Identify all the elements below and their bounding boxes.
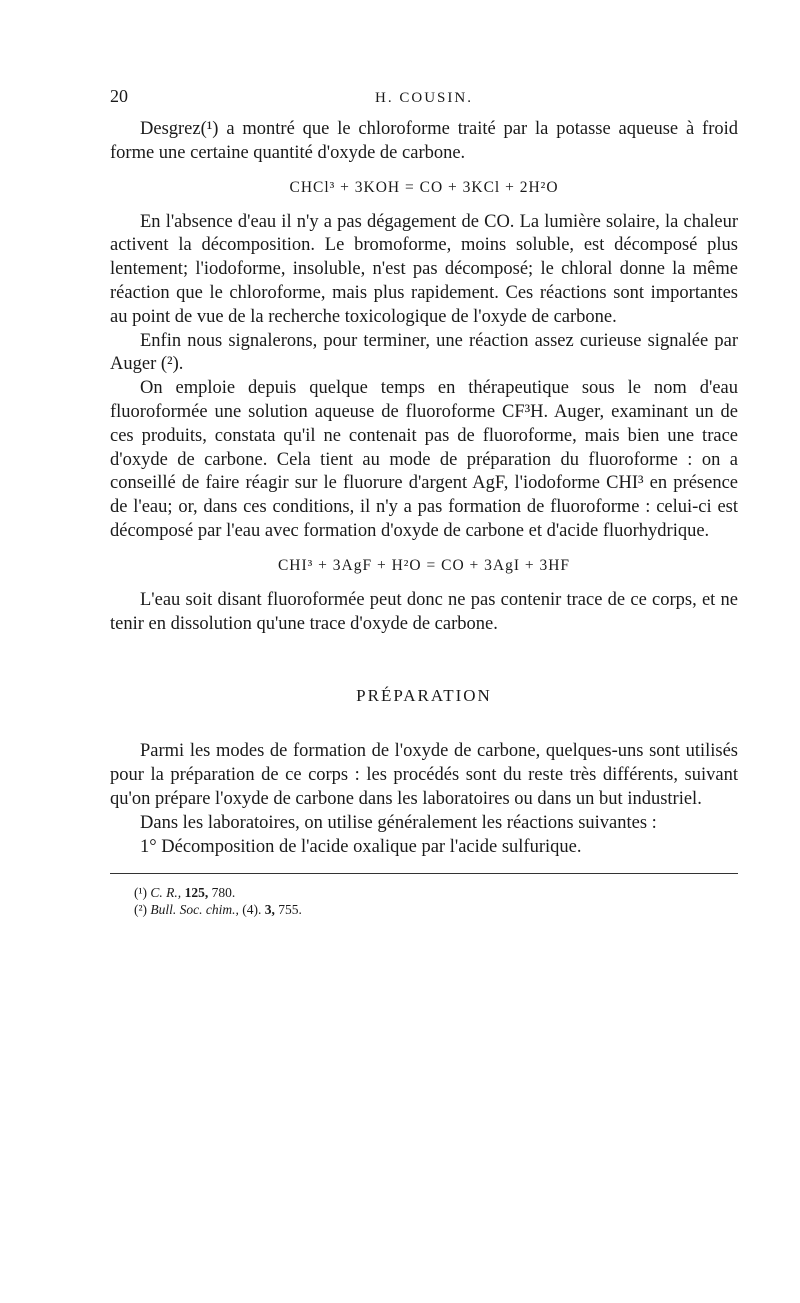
page-header xyxy=(110,86,738,110)
paragraph-conclusion: L'eau soit disant fluoroformée peut donc ne pas contenir trace de ce corps, et ne tenir en dissolution qu'une trace d'oxyde de carbone. xyxy=(110,589,738,634)
paragraph-absence-eau: En l'absence d'eau il n'y a pas dégagement de CO. La lumière solaire, la chaleur activent la décomposition. Le bromoforme, moins soluble, est décomposé plus lentement; l'iodoforme, insoluble, n'est pas décomposé; le chloral donne la même réaction que le chloroforme, mais plus rapidement. Ces réactions sont importantes au point de vue de la recherche toxicologique de l'oxyde de carbone. xyxy=(110,211,738,327)
footnotes xyxy=(134,884,738,918)
footnote-2-volume: 3, xyxy=(264,902,275,918)
paragraph-eau-fluoroformee: On emploie depuis quelque temps en thérapeutique sous le nom d'eau fluoroformée une solution aqueuse de fluoroforme CF³H. Auger, examinant un de ces produits, constata qu'il ne contenait pas de fluoroforme, mais bien une trace d'oxyde de carbone. Cela tient au mode de préparation du fluoroforme : on a conseillé de faire réagir sur le fluorure d'argent AgF, l'iodoforme CHI³ en présence de l'eau; or, dans ces conditions, il n'y a pas formation de fluoroforme : celui-ci est décomposé par l'eau avec formation d'oxyde de carbone et d'acide fluorhydrique. xyxy=(110,378,738,541)
paragraph-modes-formation: Parmi les modes de formation de l'oxyde de carbone, quelques-uns sont utilisés pour la préparation de ce corps : les procédés sont du reste très différents, suivant qu'on prépare l'oxyde de carbone dans les laboratoires ou dans un but industriel. xyxy=(110,741,738,809)
footnote-1-page: 780. xyxy=(211,885,236,901)
equation-iodoform: CHI³ + 3AgF + H²O = CO + 3AgI + 3HF xyxy=(277,556,571,574)
footnote-1-volume: 125, xyxy=(184,885,209,901)
footnote-1-mark: (¹) xyxy=(134,885,148,901)
footnote-2-series: (4). xyxy=(242,902,262,918)
running-title: H. COUSIN. xyxy=(375,90,473,106)
paragraph-decomposition: 1° Décomposition de l'acide oxalique par l'acide sulfurique. xyxy=(140,836,582,857)
footnote-2-mark: (²) xyxy=(134,902,148,918)
equation-chloroform: CHCl³ + 3KOH = CO + 3KCl + 2H²O xyxy=(289,178,559,196)
footnote-1 xyxy=(134,884,738,901)
page-number: 20 xyxy=(110,86,128,106)
footnote-2 xyxy=(134,901,738,918)
paragraph-laboratoires: Dans les laboratoires, on utilise généralement les réactions suivantes : xyxy=(140,812,657,833)
book-page xyxy=(110,86,738,918)
footnote-1-journal: C. R., xyxy=(150,885,182,901)
footnote-divider xyxy=(110,873,738,874)
paragraph-desgrez: Desgrez(¹) a montré que le chloroforme traité par la potasse aqueuse à froid forme une certaine quantité d'oxyde de carbone. xyxy=(110,119,738,163)
footnote-2-journal: Bull. Soc. chim., xyxy=(150,902,239,918)
paragraph-auger-intro: Enfin nous signalerons, pour terminer, une réaction assez curieuse signalée par Auger (²). xyxy=(110,330,738,375)
section-heading: PRÉPARATION xyxy=(356,686,492,706)
footnote-2-page: 755. xyxy=(278,902,302,918)
